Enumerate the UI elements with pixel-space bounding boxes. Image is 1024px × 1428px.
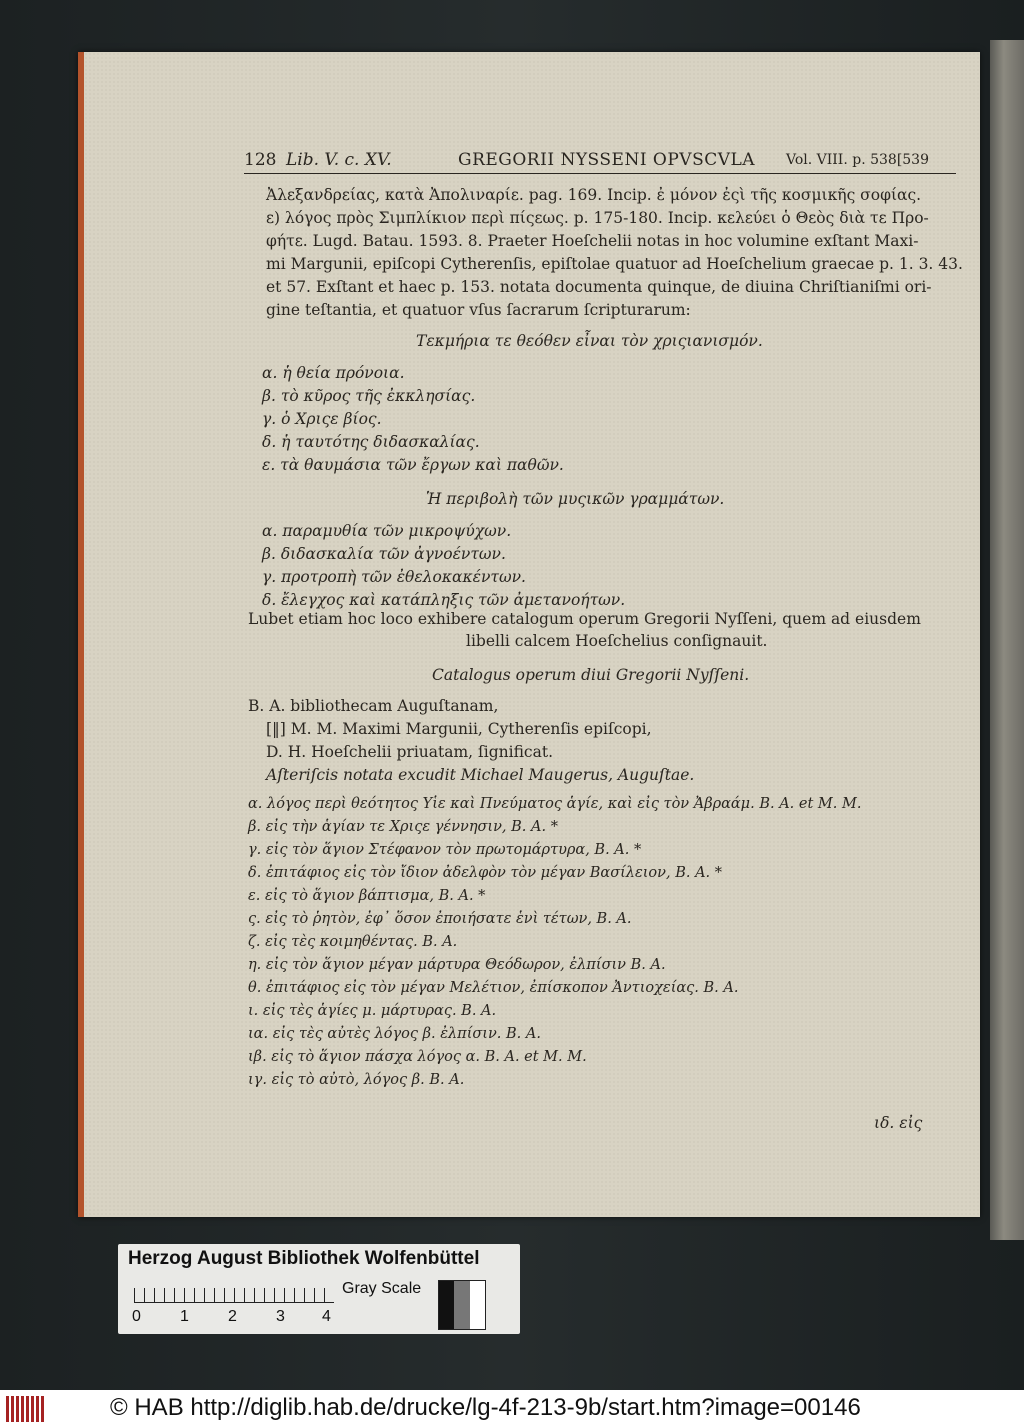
- catalog-item: η. εἰς τὸν ἅγιον μέγαν μάρτυρα Θεόδωρον, ἐλπίσιν B. A.: [248, 957, 666, 973]
- catalog-item: ζ. εἰς τὲς κοιμηθέντας. B. A.: [248, 934, 458, 950]
- library-label-card: [118, 1244, 520, 1334]
- catalog-item: δ. ἐπιτάφιος εἰς τὸν ἴδιον ἀδελφὸν τὸν μέγαν Βασίλειον, B. A. *: [248, 865, 723, 881]
- catalog-item: θ. ἐπιτάφιος εἰς τὸν μέγαν Μελέτιον, ἐπίσκοπον Ἀντιοχείας. B. A.: [248, 980, 739, 996]
- header-rule: [244, 173, 956, 174]
- gray-scale-label: Gray Scale: [342, 1280, 422, 1297]
- list-item: δ. ἡ ταυτότης διδασκαλίας.: [262, 433, 480, 451]
- catalog-item: γ. εἰς τὸν ἅγιον Στέφανον τὸν πρωτομάρτυρα, B. A. *: [248, 842, 642, 858]
- intro-line: gine teſtantia, et quatuor vſus ſacrarum ſcripturarum:: [266, 301, 691, 319]
- list-item: γ. προτροπὴ τῶν ἐθελοκακέντων.: [262, 568, 526, 586]
- intro-line: Ἀλεξανδρείας, κατὰ Ἀπολιναρίε. pag. 169. Incip. ἐ μόνον ἐςὶ τῆς κοσμικῆς σοφίας.: [266, 186, 922, 204]
- catalog-item: ιγ. εἰς τὸ αὐτὸ, λόγος β. B. A.: [248, 1072, 465, 1088]
- catalog-item: ε. εἰς τὸ ἅγιον βάπτισμα, B. A. *: [248, 888, 486, 904]
- catalog-item: α. λόγος περὶ θεότητος Υἱε καὶ Πνεύματος ἁγίε, καὶ εἰς τὸν Ἀβραάμ. B. A. et M. M.: [248, 796, 862, 812]
- intro-line: φήτε. Lugd. Batau. 1593. 8. Praeter Hoeſchelii notas in hoc volumine exſtant Maxi-: [266, 232, 919, 250]
- abbreviation-line: B. A. bibliothecam Auguſtanam,: [248, 697, 499, 715]
- abbreviation-line: Aſteriſcis notata excudit Michael Maugerus, Auguſtae.: [266, 766, 695, 784]
- ruler-number: 3: [276, 1308, 285, 1325]
- section-heading: Τεκμήρια τε θεόθεν εἶναι τὸν χριςιανισμόν.: [416, 332, 763, 350]
- library-name: Herzog August Bibliothek Wolfenbüttel: [128, 1248, 480, 1269]
- abbreviation-line: D. H. Hoeſchelii priuatam, ſignificat.: [266, 743, 553, 761]
- book-page: [78, 52, 980, 1217]
- ruler-number: 1: [180, 1308, 189, 1325]
- catalog-item: β. εἰς τὴν ἁγίαν τε Χριςε γέννησιν, B. A. *: [248, 819, 558, 835]
- catalog-item: ιβ. εἰς τὸ ἅγιον πάσχα λόγος α. B. A. et M. M.: [248, 1049, 587, 1065]
- measurement-ruler: [134, 1280, 334, 1303]
- intro-line: mi Margunii, epiſcopi Cytherenſis, epiſtolae quatuor ad Hoeſchelium graecae p. 1. 3. 43.: [266, 255, 963, 273]
- list-item: ε. τὰ θαυμάσια τῶν ἔργων καὶ παθῶν.: [262, 456, 564, 474]
- list-item: β. διδασκαλία τῶν ἀγνοέντων.: [262, 545, 506, 563]
- list-item: β. τὸ κῦρος τῆς ἐκκλησίας.: [262, 387, 476, 405]
- list-item: α. ἡ θεία πρόνοια.: [262, 364, 405, 382]
- paragraph-line: libelli calcem Hoeſchelius conſignauit.: [466, 632, 768, 650]
- catalog-item: ια. εἰς τὲς αὐτὲς λόγος β. ἐλπίσιν. B. A.: [248, 1026, 541, 1042]
- catalog-item: ς. εἰς τὸ ῥητὸν, ἐφ᾽ ὅσον ἐποιήσατε ἑνὶ τέτων, B. A.: [248, 911, 632, 927]
- book-reference: Lib. V. c. XV.: [286, 150, 392, 170]
- page-number: 128: [244, 150, 277, 170]
- abbreviation-line: [‖] M. M. Maximi Margunii, Cytherenſis epiſcopi,: [266, 720, 652, 738]
- catalog-heading: Catalogus operum diui Gregorii Nyſſeni.: [432, 666, 750, 684]
- ruler-number: 0: [132, 1308, 141, 1325]
- list-item: δ. ἔλεγχος καὶ κατάπληξις τῶν ἀμετανοήτων.: [262, 591, 626, 609]
- volume-reference: Vol. VIII. p. 538[539: [786, 152, 930, 168]
- footer-copyright-link[interactable]: © HAB http://diglib.hab.de/drucke/lg-4f-213-9b/start.htm?image=00146: [110, 1394, 861, 1421]
- intro-line: et 57. Exſtant et haec p. 153. notata documenta quinque, de diuina Chriſtianiſmi ori-: [266, 278, 932, 296]
- catalog-item: ι. εἰς τὲς ἁγίες μ. μάρτυρας. B. A.: [248, 1003, 497, 1019]
- gray-scale-swatch: [438, 1280, 486, 1330]
- adjacent-page-edge: [990, 40, 1024, 1240]
- list-item: γ. ὁ Χριςε βίος.: [262, 410, 382, 428]
- catchword: ιδ. εἰς: [874, 1114, 923, 1132]
- paragraph-line: Lubet etiam hoc loco exhibere catalogum operum Gregorii Nyſſeni, quem ad eiusdem: [248, 610, 921, 628]
- section-heading: Ἡ περιβολὴ τῶν μυςικῶν γραμμάτων.: [426, 490, 725, 508]
- ruler-number: 4: [322, 1308, 331, 1325]
- running-title: GREGORII NYSSENI OPVSCVLA: [458, 150, 756, 170]
- footer-bar: [0, 1390, 1024, 1428]
- hab-logo-icon: [6, 1396, 46, 1422]
- intro-line: ε) λόγος πρὸς Σιμπλίκιον περὶ πίςεως. p. 175-180. Incip. κελεύει ὁ Θεὸς διὰ τε Προ-: [266, 209, 929, 227]
- ruler-number: 2: [228, 1308, 237, 1325]
- list-item: α. παραμυθία τῶν μικροψύχων.: [262, 522, 512, 540]
